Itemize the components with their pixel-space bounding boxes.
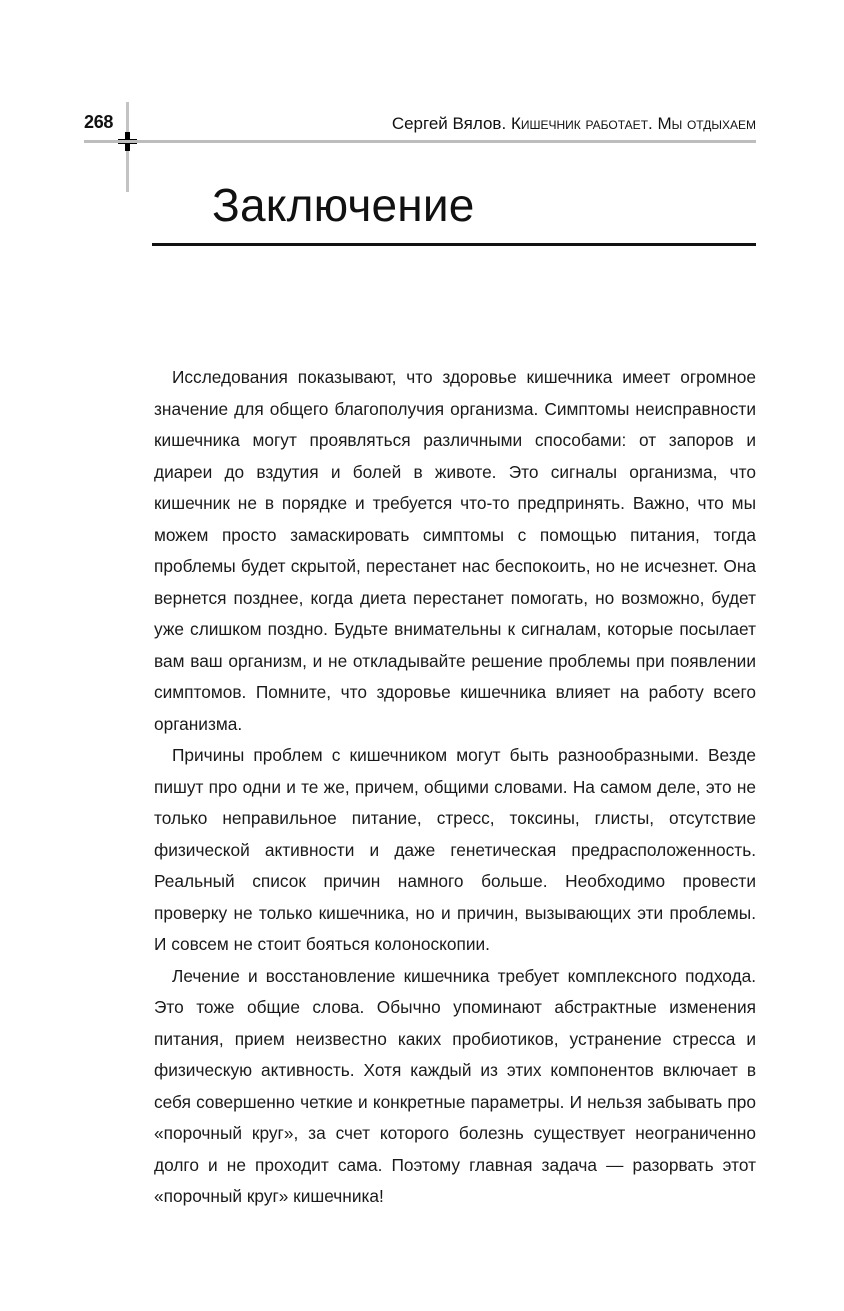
running-header-book-title: Кишечник работает. Мы отдыхаем	[510, 114, 756, 133]
header-divider	[84, 140, 756, 143]
chapter-body	[154, 362, 756, 1213]
page-number: 268	[84, 112, 114, 132]
paragraph-2: Причины проблем с кишечником могут быть разнообразными. Везде пишут про одни и те же, причем, общими словами. На самом деле, это не только неправильное питание, стресс, токсины, глисты, отсутствие физической активности и даже генетическая предрасположенность. Реальный список причин намного больше. Необходимо провести проверку не только кишечника, но и причин, вызывающих эти проблемы. И совсем не стоит бояться колоноскопии.	[154, 745, 756, 954]
chapter-title: Заключение	[212, 179, 475, 231]
running-header	[392, 114, 756, 134]
running-header-author: Сергей Вялов.	[391, 114, 507, 133]
paragraph-3: Лечение и восстановление кишечника требует комплексного подхода. Это тоже общие слова. Обычно упоминают абстрактные изменения питания, прием неизвестно каких пробиотиков, устранение стресса и физическую активность. Хотя каждый из этих компонентов включает в себя совершенно четкие и конкретные параметры. И нельзя забывать про «порочный круг», за счет которого болезнь существует неограниченно долго и не проходит сама. Поэтому главная задача — разорвать этот «порочный круг» кишечника!	[154, 965, 756, 1206]
paragraph-1: Исследования показывают, что здоровье кишечника имеет огромное значение для общего благополучия организма. Симптомы неисправности кишечника могут проявляться различными способами: от запоров и диареи до вздутия и болей в животе. Это сигналы организма, что кишечник не в порядке и требуется что-то предпринять. Важно, что мы можем просто замаскировать симптомы с помощью питания, тогда проблемы будет скрытой, перестанет нас беспокоить, но не исчезнет. Она вернется позднее, когда диета перестанет помогать, но возможно, будет уже слишком поздно. Будьте внимательны к сигналам, которые посылает вам ваш организм, и не откладывайте решение проблемы при появлении симптомов. Помните, что здоровье кишечника влияет на работу всего организма.	[154, 367, 756, 734]
chapter-title-underline	[152, 243, 756, 246]
